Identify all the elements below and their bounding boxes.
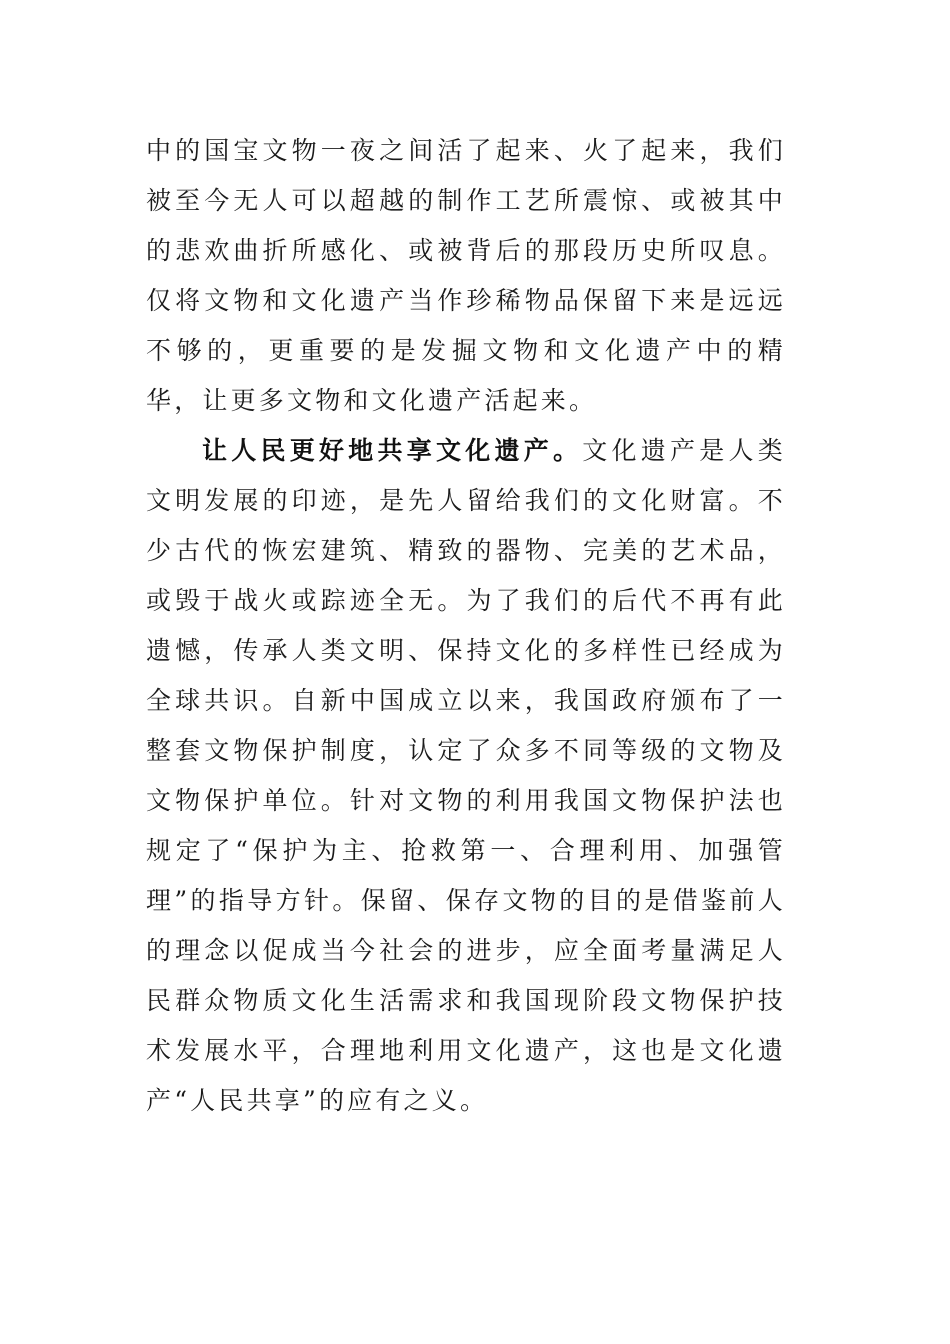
paragraph-1-text: 中的国宝文物一夜之间活了起来、火了起来，我们被至今无人可以超越的制作工艺所震惊、或被其中的悲欢曲折所感化、或被背后的那段历史所叹息。仅将文物和文化遗产当作珍稀物品保留下来是远远不够的，更重要的是发掘文物和文化遗产中的精华，让更多文物和文化遗产活起来。 xyxy=(146,136,786,415)
paragraph-2-lead-sentence: 让人民更好地共享文化遗产。 xyxy=(202,436,583,465)
paragraph-continuation xyxy=(146,126,786,426)
body-text xyxy=(146,126,786,1126)
paragraph-2-body-text: 文化遗产是人类文明发展的印迹，是先人留给我们的文化财富。不少古代的恢宏建筑、精致的器物、完美的艺术品，或毁于战火或踪迹全无。为了我们的后代不再有此遗憾，传承人类文明、保持文化的多样性已经成为全球共识。自新中国成立以来，我国政府颁布了一整套文物保护制度，认定了众多不同等级的文物及文物保护单位。针对文物的利用我国文物保护法也规定了“保护为主、抢救第一、合理利用、加强管理”的指导方针。保留、保存文物的目的是借鉴前人的理念以促成当今社会的进步，应全面考量满足人民群众物质文化生活需求和我国现阶段文物保护技术发展水平，合理地利用文化遗产，这也是文化遗产“人民共享”的应有之义。 xyxy=(146,436,786,1115)
paragraph-people-share-heritage xyxy=(146,426,786,1126)
